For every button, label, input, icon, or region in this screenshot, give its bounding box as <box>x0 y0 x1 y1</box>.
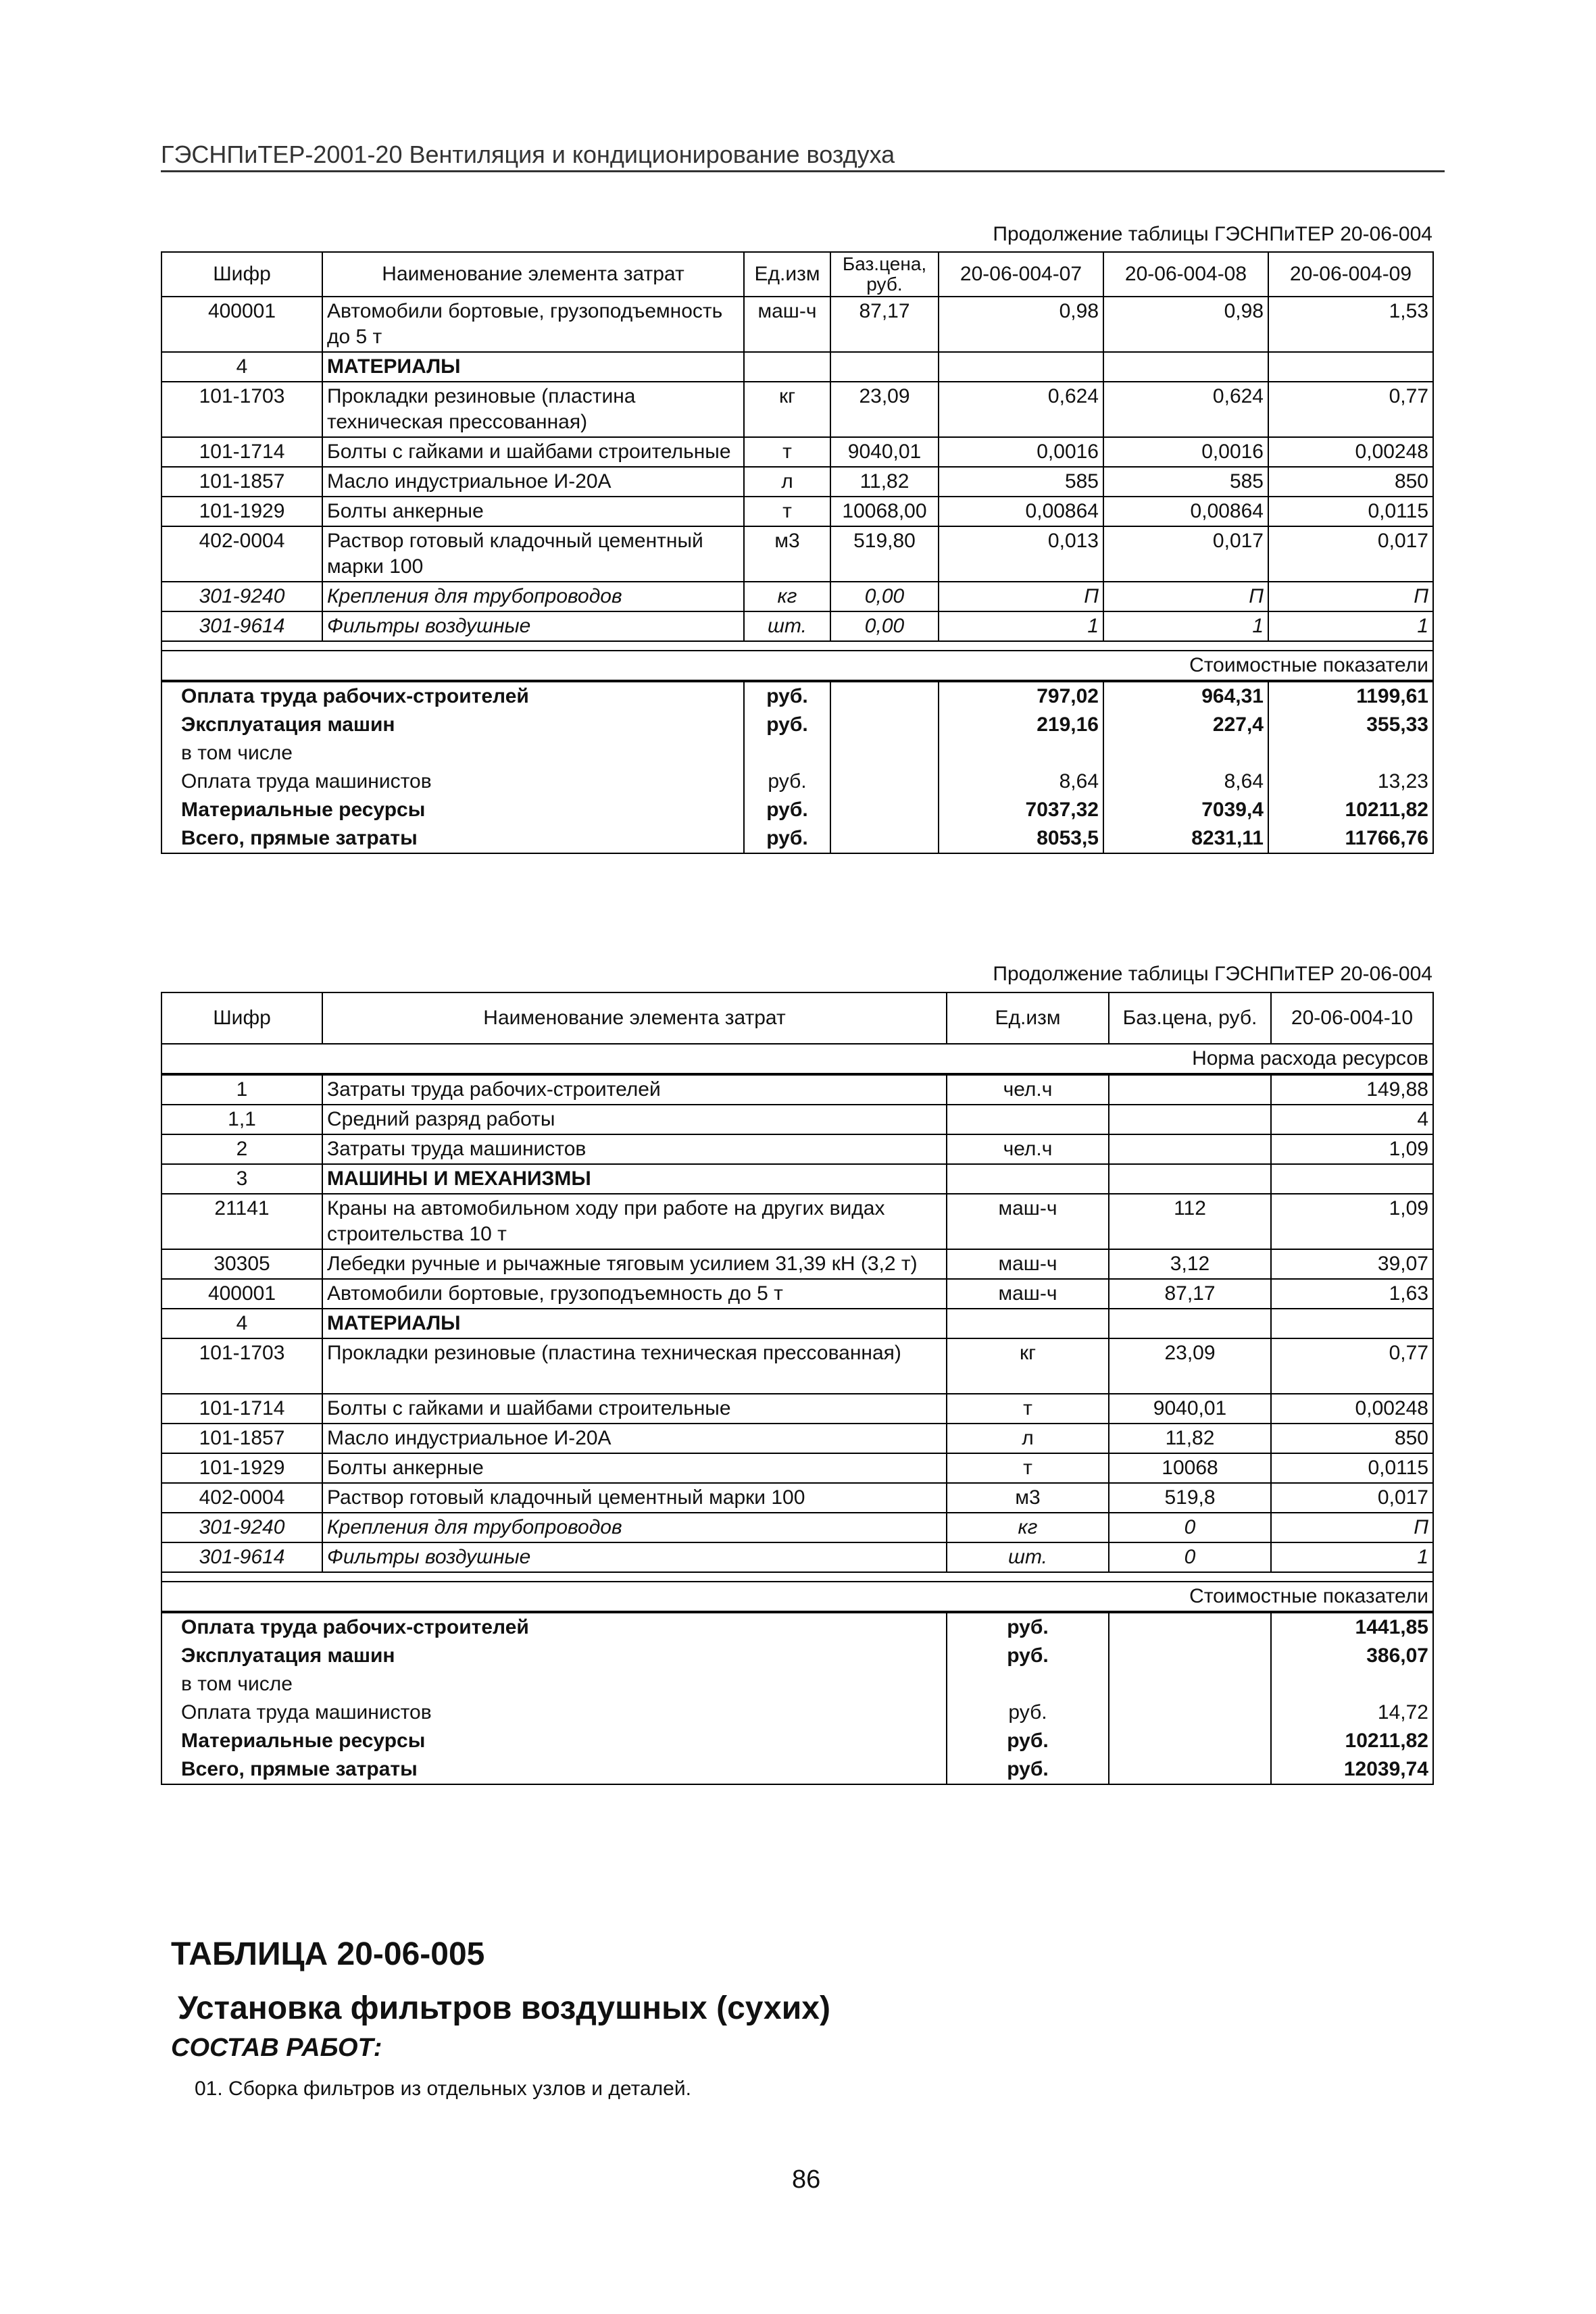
table-row <box>161 297 1433 352</box>
cost-unit: руб. <box>744 681 830 711</box>
page-header: ГЭСНПиТЕР-2001-20 Вентиляция и кондиционирование воздуха <box>161 141 1445 172</box>
cell-value: 585 <box>939 467 1103 497</box>
table-row <box>161 1105 1433 1134</box>
section-title: ТАБЛИЦА 20-06-005 <box>171 1936 485 1972</box>
cell-value: 1,09 <box>1271 1134 1433 1164</box>
cost-label: Всего, прямые затраты <box>161 824 744 853</box>
cell-unit: чел.ч <box>947 1074 1109 1105</box>
cell-unit: кг <box>744 382 830 437</box>
col-header-name: Наименование элемента затрат <box>322 252 744 297</box>
cell-name: Затраты труда машинистов <box>322 1134 947 1164</box>
cell-value: 0,017 <box>1268 526 1433 582</box>
cell-code: 101-1714 <box>161 1394 322 1424</box>
cell-name: Крепления для трубопроводов <box>322 582 744 611</box>
cell-unit: м3 <box>947 1483 1109 1513</box>
cell-value: 0,00248 <box>1268 437 1433 467</box>
cost-value <box>1103 739 1268 768</box>
col-header-name: Наименование элемента затрат <box>322 992 947 1044</box>
cell-value: 4 <box>1271 1105 1433 1134</box>
cell-price: 23,09 <box>830 382 939 437</box>
cell-price: 0 <box>1109 1542 1271 1572</box>
cell-name: Лебедки ручные и рычажные тяговым усилием 31,39 кН (3,2 т) <box>322 1249 947 1279</box>
cell-value: 0,013 <box>939 526 1103 582</box>
cell-value: 0,77 <box>1268 382 1433 437</box>
cell-code: 2 <box>161 1134 322 1164</box>
cost-unit: руб. <box>744 796 830 824</box>
cost-row <box>161 681 1433 711</box>
cell-code: 21141 <box>161 1194 322 1249</box>
cell-value: 0,624 <box>939 382 1103 437</box>
cost-row <box>161 796 1433 824</box>
cell-value: П <box>1271 1513 1433 1542</box>
cost-value: 8,64 <box>1103 768 1268 796</box>
cost-label: Материальные ресурсы <box>161 1727 947 1755</box>
cell-unit <box>947 1164 1109 1194</box>
cell-value: П <box>1103 582 1268 611</box>
cell-code: 301-9240 <box>161 1513 322 1542</box>
cell-name: Раствор готовый кладочный цементный марки 100 <box>322 526 744 582</box>
cell-unit: чел.ч <box>947 1134 1109 1164</box>
cell-price: 10068,00 <box>830 497 939 526</box>
cost-value: 7039,4 <box>1103 796 1268 824</box>
cell-price <box>1109 1074 1271 1105</box>
cost-header-row <box>161 651 1433 681</box>
cell-value: 850 <box>1271 1424 1433 1453</box>
cell-price: 11,82 <box>830 467 939 497</box>
cell-unit: шт. <box>744 611 830 641</box>
cell-name: МАТЕРИАЛЫ <box>322 352 744 382</box>
cell-price: 87,17 <box>1109 1279 1271 1309</box>
cell-unit: маш-ч <box>947 1249 1109 1279</box>
col-header-norm-07: 20-06-004-07 <box>939 252 1103 297</box>
cell-price: 11,82 <box>1109 1424 1271 1453</box>
cell-code: 402-0004 <box>161 526 322 582</box>
cost-value <box>939 739 1103 768</box>
cell-price <box>1109 1164 1271 1194</box>
cell-value: 0,0016 <box>1103 437 1268 467</box>
cell-value: 1,09 <box>1271 1194 1433 1249</box>
cell-price: 9040,01 <box>830 437 939 467</box>
cell-code: 400001 <box>161 1279 322 1309</box>
cost-value: 8231,11 <box>1103 824 1268 853</box>
cell-name: Фильтры воздушные <box>322 1542 947 1572</box>
cost-label: в том числе <box>161 1670 947 1699</box>
cost-value <box>1268 739 1433 768</box>
table-row <box>161 1394 1433 1424</box>
cost-unit: руб. <box>744 711 830 739</box>
cost-empty <box>1109 1612 1271 1642</box>
cell-price: 23,09 <box>1109 1338 1271 1394</box>
cell-value: 585 <box>1103 467 1268 497</box>
cell-unit: т <box>744 497 830 526</box>
cell-price: 0,00 <box>830 611 939 641</box>
cost-unit: руб. <box>947 1755 1109 1784</box>
cell-name: Болты с гайками и шайбами строительные <box>322 437 744 467</box>
section-subtitle: Установка фильтров воздушных (сухих) <box>178 1990 830 2026</box>
cell-unit: кг <box>947 1338 1109 1394</box>
cost-value: 1441,85 <box>1271 1612 1433 1642</box>
table-row <box>161 1424 1433 1453</box>
cost-row <box>161 711 1433 739</box>
table-row <box>161 497 1433 526</box>
cost-row <box>161 1670 1433 1699</box>
cell-name: Болты анкерные <box>322 1453 947 1483</box>
spacer-row <box>161 641 1433 651</box>
cell-value: 0,017 <box>1271 1483 1433 1513</box>
table-row <box>161 1134 1433 1164</box>
cost-row <box>161 739 1433 768</box>
col-header-price: Баз.цена, руб. <box>1109 992 1271 1044</box>
cell-name: Фильтры воздушные <box>322 611 744 641</box>
cost-unit <box>947 1670 1109 1699</box>
table-row <box>161 1513 1433 1542</box>
table2 <box>161 992 1434 1785</box>
table1-caption: Продолжение таблицы ГЭСНПиТЕР 20-06-004 <box>993 223 1432 245</box>
cell-code: 101-1714 <box>161 437 322 467</box>
cell-value: 1,53 <box>1268 297 1433 352</box>
col-header-norm-08: 20-06-004-08 <box>1103 252 1268 297</box>
cost-unit: руб. <box>947 1699 1109 1727</box>
cell-unit: маш-ч <box>744 297 830 352</box>
cost-empty <box>830 681 939 711</box>
table-row <box>161 1542 1433 1572</box>
cell-code: 1 <box>161 1074 322 1105</box>
cell-unit: т <box>947 1394 1109 1424</box>
table-row <box>161 382 1433 437</box>
work-item: 01. Сборка фильтров из отдельных узлов и деталей. <box>195 2078 691 2100</box>
col-header-norm-10: 20-06-004-10 <box>1271 992 1433 1044</box>
cost-unit: руб. <box>744 768 830 796</box>
col-header-code: Шифр <box>161 252 322 297</box>
cell-value <box>939 352 1103 382</box>
cost-empty <box>1109 1755 1271 1784</box>
col-header-unit: Ед.изм <box>947 992 1109 1044</box>
cell-value <box>1271 1309 1433 1338</box>
cell-name: Масло индустриальное И-20А <box>322 1424 947 1453</box>
cell-code: 101-1857 <box>161 1424 322 1453</box>
cost-value: 227,4 <box>1103 711 1268 739</box>
table-row <box>161 1249 1433 1279</box>
cost-value: 13,23 <box>1268 768 1433 796</box>
cost-value: 7037,32 <box>939 796 1103 824</box>
cost-empty <box>830 824 939 853</box>
cost-row <box>161 1642 1433 1670</box>
cell-name: Болты с гайками и шайбами строительные <box>322 1394 947 1424</box>
cell-code: 301-9240 <box>161 582 322 611</box>
table-row <box>161 1164 1433 1194</box>
cell-code: 4 <box>161 352 322 382</box>
cost-header: Стоимостные показатели <box>161 1582 1433 1612</box>
cell-name: МАШИНЫ И МЕХАНИЗМЫ <box>322 1164 947 1194</box>
table-row <box>161 1338 1433 1394</box>
cost-label: в том числе <box>161 739 744 768</box>
cell-price: 519,8 <box>1109 1483 1271 1513</box>
cell-value: 1 <box>1268 611 1433 641</box>
cell-price: 10068 <box>1109 1453 1271 1483</box>
cost-row <box>161 1699 1433 1727</box>
cost-label: Всего, прямые затраты <box>161 1755 947 1784</box>
cost-value: 10211,82 <box>1268 796 1433 824</box>
cell-value: 1 <box>939 611 1103 641</box>
cost-empty <box>1109 1727 1271 1755</box>
cell-unit: маш-ч <box>947 1279 1109 1309</box>
spacer-cell <box>161 641 1433 651</box>
page-number: 86 <box>792 2165 821 2194</box>
cell-value: П <box>1268 582 1433 611</box>
cost-header: Стоимостные показатели <box>161 651 1433 681</box>
cell-code: 1,1 <box>161 1105 322 1134</box>
cell-price: 0 <box>1109 1513 1271 1542</box>
cost-unit: руб. <box>947 1642 1109 1670</box>
spacer-row <box>161 1572 1433 1582</box>
cost-label: Материальные ресурсы <box>161 796 744 824</box>
cell-unit: т <box>947 1453 1109 1483</box>
cell-value: 850 <box>1268 467 1433 497</box>
cell-name: Болты анкерные <box>322 497 744 526</box>
cost-unit: руб. <box>744 824 830 853</box>
cell-price: 3,12 <box>1109 1249 1271 1279</box>
cost-value: 8053,5 <box>939 824 1103 853</box>
cost-label: Оплата труда машинистов <box>161 768 744 796</box>
cost-label: Оплата труда рабочих-строителей <box>161 681 744 711</box>
table-row <box>161 1279 1433 1309</box>
cost-row <box>161 768 1433 796</box>
cell-unit: т <box>744 437 830 467</box>
cell-unit: л <box>947 1424 1109 1453</box>
cell-price: 9040,01 <box>1109 1394 1271 1424</box>
cell-code: 402-0004 <box>161 1483 322 1513</box>
cell-price: 112 <box>1109 1194 1271 1249</box>
cell-value: 0,0115 <box>1271 1453 1433 1483</box>
cell-unit <box>947 1309 1109 1338</box>
cost-empty <box>1109 1699 1271 1727</box>
cost-value: 797,02 <box>939 681 1103 711</box>
table-row <box>161 1194 1433 1249</box>
cell-name: Прокладки резиновые (пластина техническая прессованная) <box>322 382 744 437</box>
table2-caption: Продолжение таблицы ГЭСНПиТЕР 20-06-004 <box>993 963 1432 985</box>
cost-empty <box>830 739 939 768</box>
cell-name: МАТЕРИАЛЫ <box>322 1309 947 1338</box>
cell-value: 0,624 <box>1103 382 1268 437</box>
cell-value <box>1103 352 1268 382</box>
cell-unit: кг <box>947 1513 1109 1542</box>
cost-unit: руб. <box>947 1612 1109 1642</box>
col-header-unit: Ед.изм <box>744 252 830 297</box>
cost-value: 1199,61 <box>1268 681 1433 711</box>
norm-header-row <box>161 1044 1433 1074</box>
cell-name: Масло индустриальное И-20А <box>322 467 744 497</box>
cell-code: 101-1703 <box>161 382 322 437</box>
cell-value: 0,00248 <box>1271 1394 1433 1424</box>
cell-value: 0,00864 <box>1103 497 1268 526</box>
cell-name: Затраты труда рабочих-строителей <box>322 1074 947 1105</box>
cost-header-row <box>161 1582 1433 1612</box>
cost-value <box>1271 1670 1433 1699</box>
cell-name: Крепления для трубопроводов <box>322 1513 947 1542</box>
cell-value: 1 <box>1103 611 1268 641</box>
cost-value: 219,16 <box>939 711 1103 739</box>
col-header-norm-09: 20-06-004-09 <box>1268 252 1433 297</box>
cell-price: 87,17 <box>830 297 939 352</box>
cell-value: 0,77 <box>1271 1338 1433 1394</box>
cell-code: 101-1703 <box>161 1338 322 1394</box>
cell-value: П <box>939 582 1103 611</box>
col-header-price: Баз.цена, руб. <box>830 252 939 297</box>
cell-value: 39,07 <box>1271 1249 1433 1279</box>
cell-value: 0,0115 <box>1268 497 1433 526</box>
table1 <box>161 251 1434 854</box>
cell-code: 101-1929 <box>161 1453 322 1483</box>
spacer-cell <box>161 1572 1433 1582</box>
cost-label: Оплата труда машинистов <box>161 1699 947 1727</box>
cost-unit <box>744 739 830 768</box>
cell-unit <box>947 1105 1109 1134</box>
cost-unit: руб. <box>947 1727 1109 1755</box>
cell-name: Автомобили бортовые, грузоподъемность до 5 т <box>322 297 744 352</box>
cost-row <box>161 1612 1433 1642</box>
cell-price: 519,80 <box>830 526 939 582</box>
cell-value: 1 <box>1271 1542 1433 1572</box>
cell-price <box>1109 1309 1271 1338</box>
cost-empty <box>830 711 939 739</box>
cost-label: Оплата труда рабочих-строителей <box>161 1612 947 1642</box>
cell-code: 400001 <box>161 297 322 352</box>
table-row <box>161 526 1433 582</box>
cell-price: 0,00 <box>830 582 939 611</box>
cell-name: Средний разряд работы <box>322 1105 947 1134</box>
cell-price <box>1109 1134 1271 1164</box>
cell-value: 0,00864 <box>939 497 1103 526</box>
cell-code: 4 <box>161 1309 322 1338</box>
table-row <box>161 1074 1433 1105</box>
table-row <box>161 611 1433 641</box>
cell-value: 149,88 <box>1271 1074 1433 1105</box>
cost-value: 10211,82 <box>1271 1727 1433 1755</box>
cost-empty <box>830 768 939 796</box>
cost-empty <box>830 796 939 824</box>
table-row <box>161 437 1433 467</box>
cell-price <box>1109 1105 1271 1134</box>
cost-label: Эксплуатация машин <box>161 1642 947 1670</box>
table-row <box>161 1483 1433 1513</box>
cell-name: Автомобили бортовые, грузоподъемность до 5 т <box>322 1279 947 1309</box>
cost-value: 12039,74 <box>1271 1755 1433 1784</box>
cell-value: 0,0016 <box>939 437 1103 467</box>
cell-code: 101-1929 <box>161 497 322 526</box>
cell-unit: м3 <box>744 526 830 582</box>
table-row <box>161 467 1433 497</box>
cost-row <box>161 1727 1433 1755</box>
cell-name: Краны на автомобильном ходу при работе на других видах строительства 10 т <box>322 1194 947 1249</box>
cell-unit: кг <box>744 582 830 611</box>
cell-code: 30305 <box>161 1249 322 1279</box>
cell-price <box>830 352 939 382</box>
cost-empty <box>1109 1670 1271 1699</box>
cell-value: 0,98 <box>1103 297 1268 352</box>
cost-value: 386,07 <box>1271 1642 1433 1670</box>
cell-code: 301-9614 <box>161 1542 322 1572</box>
cell-value <box>1271 1164 1433 1194</box>
cost-value: 11766,76 <box>1268 824 1433 853</box>
cell-code: 301-9614 <box>161 611 322 641</box>
cell-unit: л <box>744 467 830 497</box>
cell-value: 0,017 <box>1103 526 1268 582</box>
cell-name: Прокладки резиновые (пластина техническая прессованная) <box>322 1338 947 1394</box>
cell-unit: шт. <box>947 1542 1109 1572</box>
cost-value: 355,33 <box>1268 711 1433 739</box>
cost-value: 8,64 <box>939 768 1103 796</box>
section-sostav: СОСТАВ РАБОТ: <box>171 2034 382 2062</box>
cell-value <box>1268 352 1433 382</box>
table-row <box>161 1309 1433 1338</box>
cell-unit: маш-ч <box>947 1194 1109 1249</box>
cost-value: 14,72 <box>1271 1699 1433 1727</box>
table-row <box>161 582 1433 611</box>
norm-header: Норма расхода ресурсов <box>161 1044 1433 1074</box>
cell-unit <box>744 352 830 382</box>
table-row <box>161 1453 1433 1483</box>
cell-name: Раствор готовый кладочный цементный марки 100 <box>322 1483 947 1513</box>
col-header-code: Шифр <box>161 992 322 1044</box>
cell-value: 1,63 <box>1271 1279 1433 1309</box>
cost-row <box>161 1755 1433 1784</box>
cell-code: 101-1857 <box>161 467 322 497</box>
table-row <box>161 352 1433 382</box>
cost-label: Эксплуатация машин <box>161 711 744 739</box>
cost-row <box>161 824 1433 853</box>
cell-code: 3 <box>161 1164 322 1194</box>
cost-empty <box>1109 1642 1271 1670</box>
cost-value: 964,31 <box>1103 681 1268 711</box>
cell-value: 0,98 <box>939 297 1103 352</box>
